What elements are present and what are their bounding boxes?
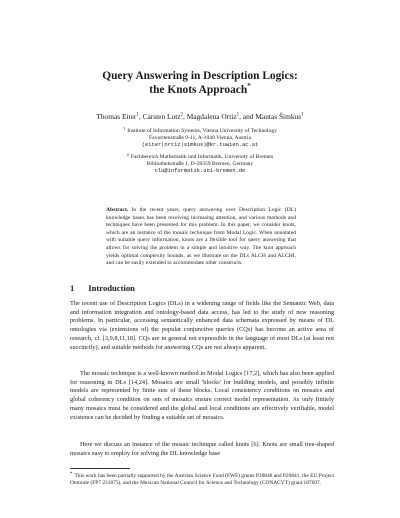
affiliation-1-line-1 xyxy=(0,125,400,135)
affiliation-2-line-1 xyxy=(0,151,400,161)
author-separator: , xyxy=(138,112,143,121)
affiliation-1-number: 1 xyxy=(122,126,126,131)
author-3-affil: 1 xyxy=(236,112,240,118)
footnote-text: This work has been partially supported by the Austrian Science Fund (FWF) grants P20840 and P20841, the EU Project Ontorule (FP7 231875), and the Mexican National Council for Science and Technology (CONACYT) grant 187697. xyxy=(70,473,334,487)
author-2: Carsten Lutz xyxy=(142,112,181,121)
abstract xyxy=(106,207,296,268)
author-4-affil: 1 xyxy=(301,112,304,118)
section-heading xyxy=(70,283,135,293)
affiliation-2-institute: Fachbereich Mathematik und Informatik, University of Bremen xyxy=(130,154,274,160)
body-paragraph-1 xyxy=(70,300,334,352)
author-2-affil: 2 xyxy=(180,112,184,118)
title-line-2 xyxy=(0,83,400,97)
affiliation-2-email: clu@informatik.uni-bremen.de xyxy=(154,168,246,174)
title-footnote-mark: * xyxy=(247,82,251,91)
title-line-1: Query Answering in Description Logics: xyxy=(102,70,298,82)
affiliation-1-address: Favoritenstraße 9-11, A-1040 Vienna, Austria xyxy=(149,135,251,141)
section-title: Introduction xyxy=(88,283,135,293)
affiliation-1-institute: Institute of Information Systems, Vienna University of Technology xyxy=(127,128,277,134)
paragraph-text: The mosaic technique is a well-known method in Modal Logics [17,2], which has also been applied for reasoning in DLs [14,24]. Mosaics are small 'blocks' for building models, and possibly infinite models are represented by finite sets of these blocks. Local consistency conditions on mosaics and global coherency condition on sets of mosaics ensure correct model representation. As only finitely many mosaics must be considered and the global and local conditions are effectively verifiable, model existence can be decided by finding a suitable set of mosaics. xyxy=(70,370,334,421)
section-number: 1 xyxy=(70,283,75,293)
affiliation-1 xyxy=(0,125,400,149)
affiliation-2 xyxy=(0,151,400,175)
affiliation-2-number: 2 xyxy=(126,152,129,157)
author-3: Magdalena Ortiz xyxy=(186,112,237,121)
footnote-rule xyxy=(70,468,130,469)
abstract-text: In the recent years, query answering over Description Logic (DL) knowledge bases has been receiving increasing attention, and various methods and techniques have been presented for this problem. In this paper, we consider knots, which are an instance of the mosaic technique from Modal Logic. When annotated with suitable query information, knots are a flexible tool for query answering that allows for solving the problem in a simple and intuitive way. The knot approach yields optimal complexity bounds, as we illustrate on the DLs ALCH and ALCHI, and can be easily extended to accommodate other constructs. xyxy=(106,207,296,267)
author-4: Mantas Šimkus xyxy=(255,112,302,121)
affiliation-1-email: (eiter|ortiz|simkus)@kr.tuwien.ac.at xyxy=(141,142,259,148)
footnote xyxy=(70,471,334,487)
author-separator: , and xyxy=(239,112,256,121)
title-line-2-text: the Knots Approach xyxy=(149,84,248,96)
paragraph-text: Here we discuss an instance of the mosaic technique called knots [6]. Knots are small tree-shaped mosaics easy to employ for solving the DL knowledge base xyxy=(70,441,334,457)
author-list xyxy=(0,112,400,121)
author-1-affil: 1 xyxy=(136,112,139,118)
author-separator: , xyxy=(183,112,187,121)
body-paragraph-2 xyxy=(70,370,334,422)
body-paragraph-3 xyxy=(70,441,334,458)
author-1: Thomas Eiter xyxy=(96,112,137,121)
footnote-mark: * xyxy=(70,472,73,477)
abstract-label: Abstract. xyxy=(106,207,129,213)
paragraph-text: The recent use of Description Logics (DLs) in a widening range of fields like the Semantic Web, data and information integration and ontology-based data access, has led to the study of new reasoning problems. In particular, accessing semantically enhanced data schemata expressed by means of DL ontologies via (extensions of) the popular conjunctive queries (CQs) has become an active area of research, cf. [3,9,8,11,18]. CQs are in general not expressible in the language of most DLs (at least not succinctly), and suitable methods for answering CQs are not always apparent. xyxy=(70,300,334,351)
paper-title xyxy=(0,69,400,97)
affiliation-2-address: Bibliothekstraße 1, D-28359 Bremen, Germany xyxy=(146,161,254,167)
